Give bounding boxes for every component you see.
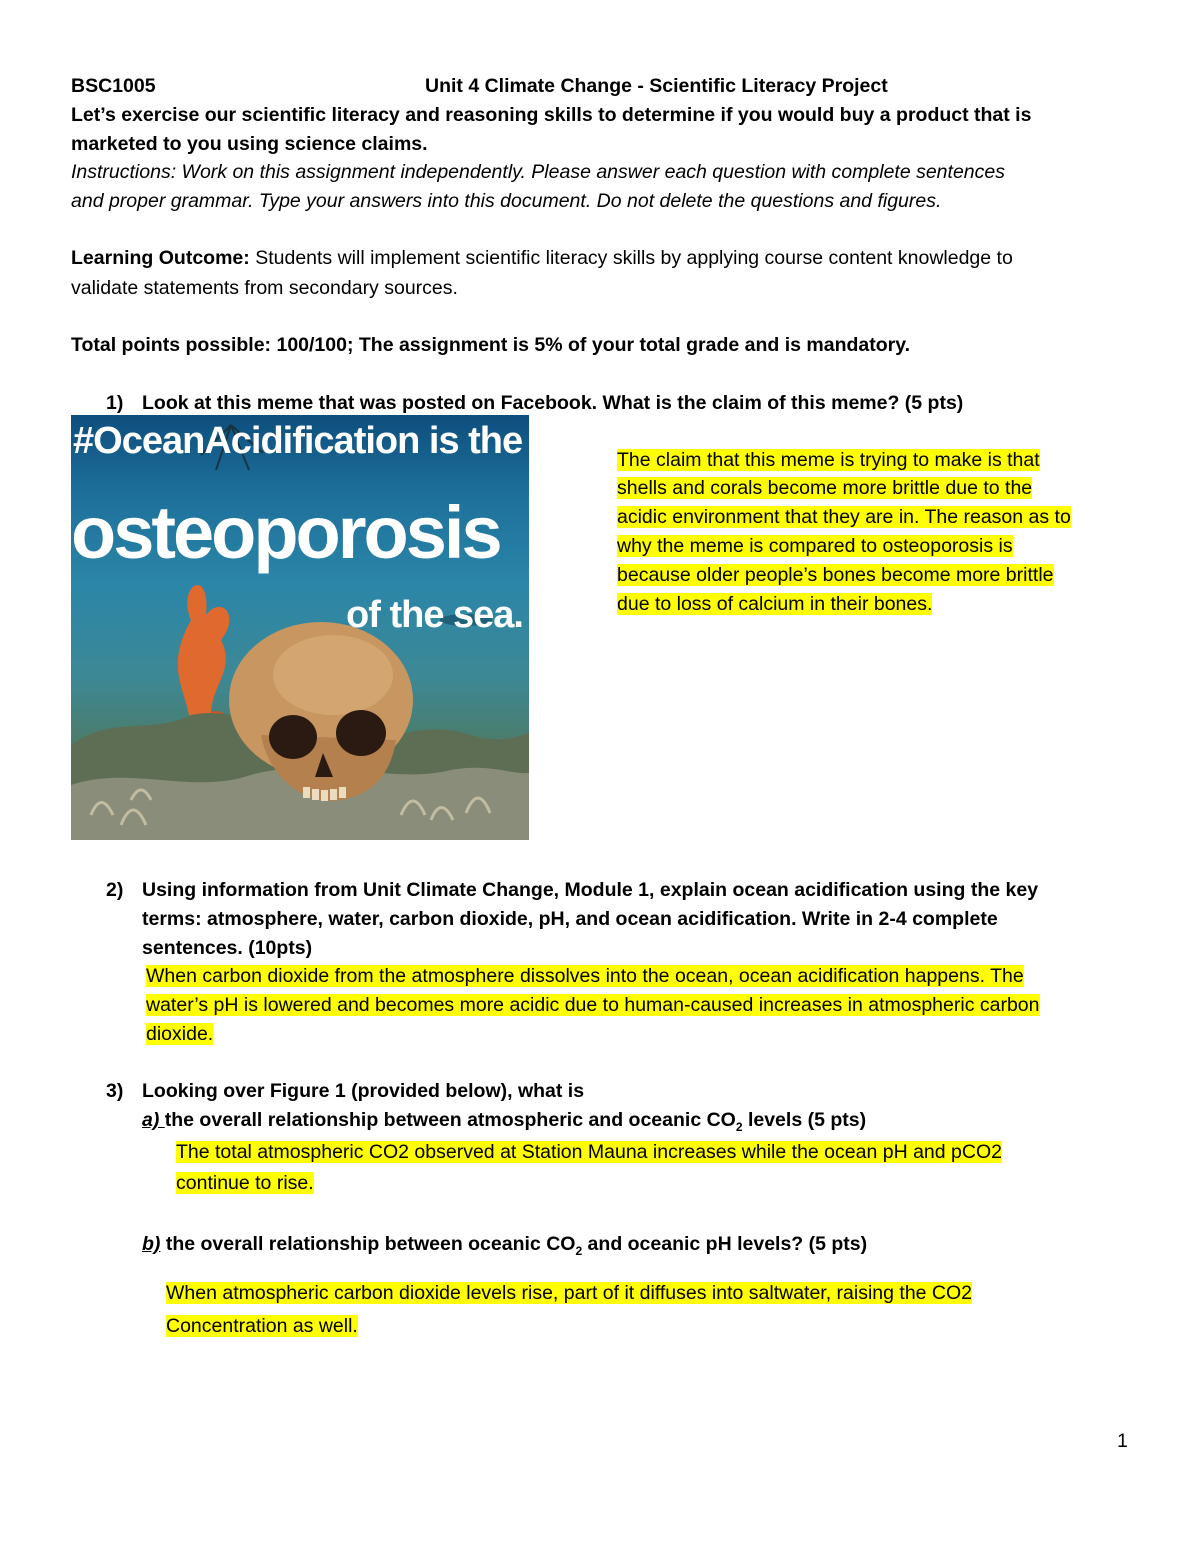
learning-outcome-line-2: validate statements from secondary sources. [71,277,458,299]
q2-answer-line: When carbon dioxide from the atmosphere dissolves into the ocean, ocean acidification happens. The [146,965,1024,987]
meme-image [71,415,529,840]
q1-number: 1) [106,392,124,414]
q1-answer-line: why the meme is compared to osteoporosis is [617,535,1013,557]
q3a-label: a) [142,1109,165,1131]
q3b-answer-line: When atmospheric carbon dioxide levels rise, part of it diffuses into saltwater, raising the CO2 [166,1282,973,1304]
meme-caption-line-3: of the sea. [346,594,523,636]
q3b-label: b) [142,1233,161,1255]
q3b-question [142,1230,867,1259]
course-code: BSC1005 [71,75,156,97]
q3a-subscript: 2 [735,1119,743,1134]
total-points: Total points possible: 100/100; The assignment is 5% of your total grade and is mandatory. [71,334,911,356]
meme-caption-line-2: osteoporosis [71,491,500,574]
q2-question-line: Using information from Unit Climate Change, Module 1, explain ocean acidification using the key [142,879,1039,901]
q3b-text-end: and oceanic pH levels? (5 pts) [582,1233,868,1255]
learning-outcome-line-1 [71,244,1013,273]
meme-caption-line-1: #OceanAcidification is the [73,420,523,462]
q3a-answer-line: The total atmospheric CO2 observed at Station Mauna increases while the ocean pH and pCO2 [176,1141,1002,1163]
q2-answer-line: water’s pH is lowered and becomes more acidic due to human-caused increases in atmospheric carbon [146,994,1040,1016]
learning-outcome-label: Learning Outcome: [71,247,250,269]
q1-answer-line: acidic environment that they are in. The reason as to [617,506,1071,528]
instructions-line-1: Instructions: Work on this assignment independently. Please answer each question with complete sentences [71,161,1005,183]
document-title: Unit 4 Climate Change - Scientific Literacy Project [425,75,888,97]
q3-question: Looking over Figure 1 (provided below), what is [142,1080,585,1102]
q1-question: Look at this meme that was posted on Facebook. What is the claim of this meme? (5 pts) [142,392,964,414]
q2-answer-line: dioxide. [146,1023,214,1045]
q2-question-line: sentences. (10pts) [142,937,313,959]
learning-outcome-text: Students will implement scientific literacy skills by applying course content knowledge to [249,247,1013,269]
q2-number: 2) [106,879,124,901]
q1-answer-line: due to loss of calcium in their bones. [617,593,933,615]
page-number: 1 [1117,1430,1128,1452]
q3b-subscript: 2 [575,1243,583,1258]
q3a-answer-line: continue to rise. [176,1172,314,1194]
q1-answer-line: because older people’s bones become more brittle [617,564,1054,586]
instructions-line-2: and proper grammar. Type your answers into this document. Do not delete the questions and figures. [71,190,942,212]
q1-answer-line: shells and corals become more brittle due to the [617,477,1033,499]
q3b-text: the overall relationship between oceanic CO [160,1233,576,1255]
q1-answer-line: The claim that this meme is trying to make is that [617,449,1040,471]
q3-number: 3) [106,1080,124,1102]
q3a-question [142,1106,866,1135]
intro-line-2: marketed to you using science claims. [71,133,428,155]
q3a-text: the overall relationship between atmospheric and oceanic CO [164,1109,736,1131]
q3b-answer-line: Concentration as well. [166,1315,358,1337]
q3a-text-end: levels (5 pts) [742,1109,867,1131]
q2-question-line: terms: atmosphere, water, carbon dioxide, pH, and ocean acidification. Write in 2-4 complete [142,908,998,930]
intro-line-1: Let’s exercise our scientific literacy and reasoning skills to determine if you would buy a product that is [71,104,1032,126]
